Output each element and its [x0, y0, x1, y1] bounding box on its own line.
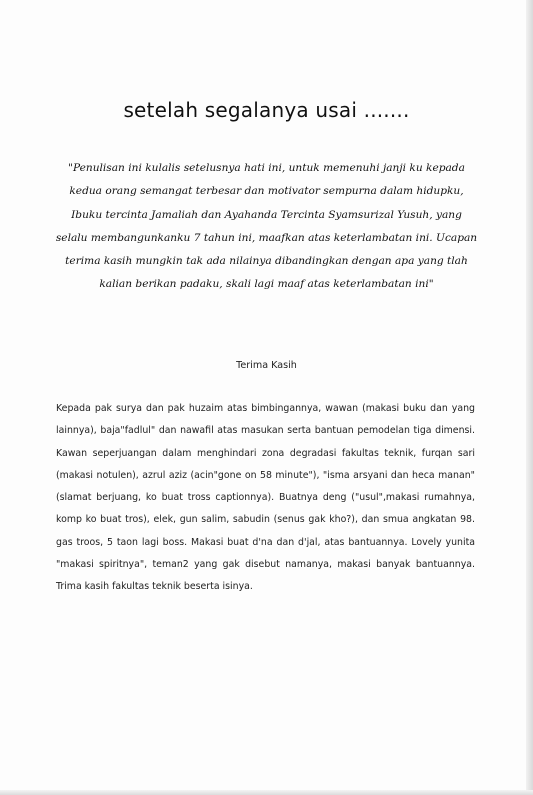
- page-title: setelah segalanya usai .......: [123, 98, 410, 122]
- thanks-heading: Terima Kasih: [236, 360, 297, 371]
- page-bottom-shadow: [0, 790, 533, 795]
- thanks-paragraph: Kepada pak surya dan pak huzaim atas bimbingannya, wawan (makasi buku dan yang lainnya), baja"fadlul" dan nawafil atas masukan serta bantuan pemodelan tiga dimensi. Kawan seperjuangan dalam menghindari zona degradasi fakultas teknik, furqan sari (makasi notulen), azrul aziz (acin"gone on 58 minute"), "isma arsyani dan heca manan" (slamat berjuang, ko buat tross captionnya). Buatnya deng ("usul",makasi rumahnya, komp ko buat tros), elek, gun salim, sabudin (senus gak kho?), dan smua angkatan 98. gas troos, 5 taon lagi boss. Makasi buat d'na dan d'jal, atas bantuannya. Lovely yunita "makasi spiritnya", teman2 yang gak disebut namanya, makasi banyak bantuannya. Trima kasih fakultas teknik beserta isinya.: [56, 403, 475, 593]
- dedication-paragraph: "Penulisan ini kulalis setelusnya hati ini, untuk memenuhi janji ku kepada kedua orang semangat terbesar dan motivator sempurna dalam hidupku, Ibuku tercinta Jamaliah dan Ayahanda Tercinta Syamsurizal Yusuh, yang selalu membangunkanku 7 tahun ini, maafkan atas keterlambatan ini. Ucapan terima kasih mungkin tak ada nilainya dibandingkan dengan apa yang tlah kalian berikan padaku, skali lagi maaf atas keterlambatan ini": [55, 162, 478, 291]
